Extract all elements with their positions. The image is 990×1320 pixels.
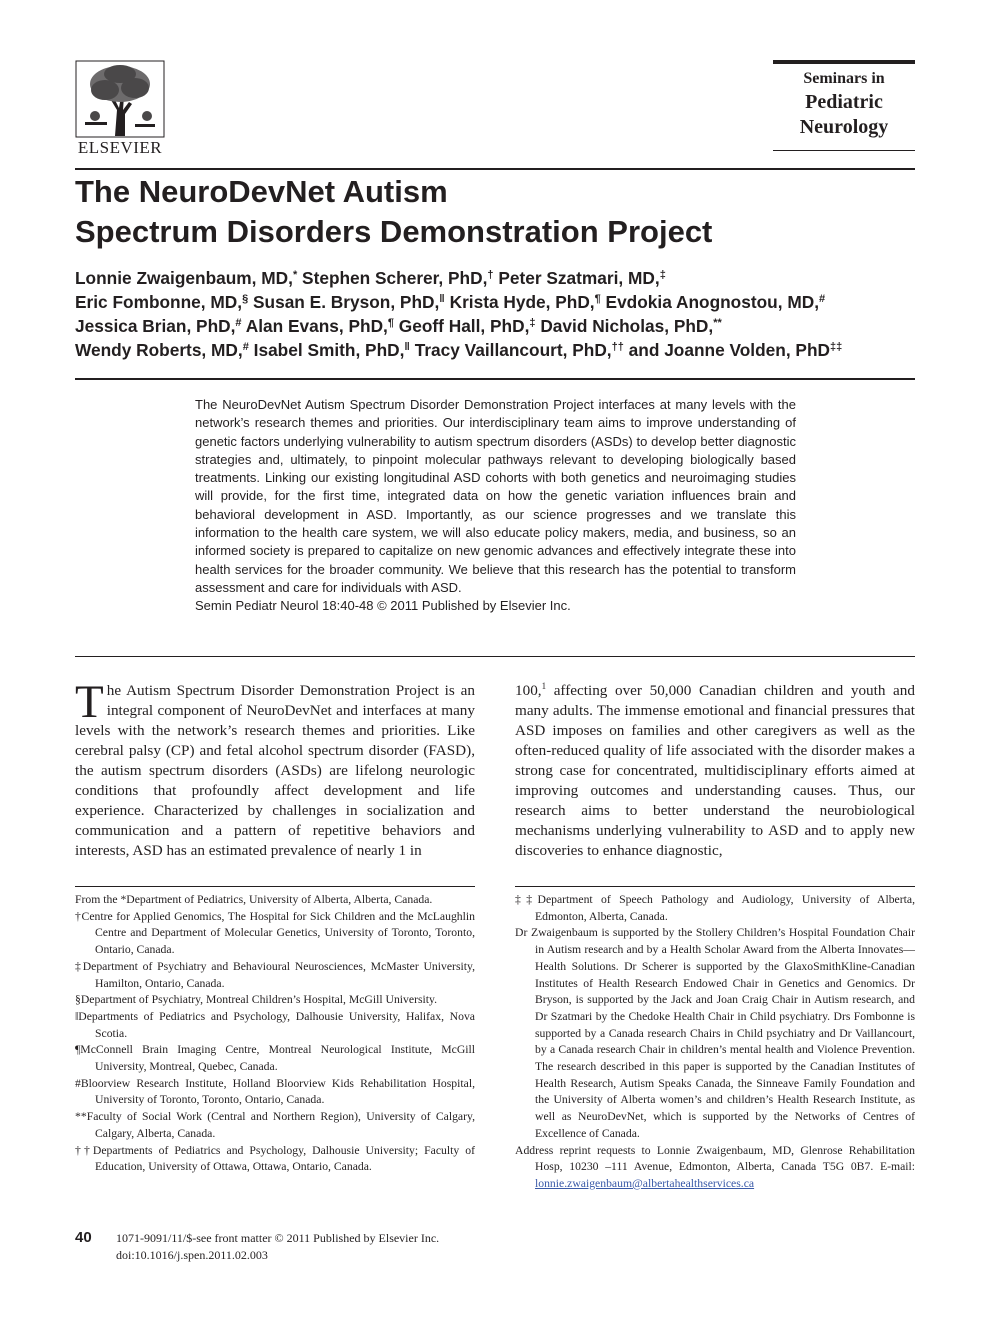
affiliation-mark: § <box>242 293 249 305</box>
affiliation-mark: ‡‡ <box>830 341 843 353</box>
author-line <box>75 314 935 338</box>
footnote-affiliation: ‡‡Department of Speech Pathology and Audiology, University of Alberta, Edmonton, Alberta, Canada. <box>515 893 915 923</box>
article-title-line1: The NeuroDevNet Autism <box>75 174 448 209</box>
article-title <box>75 172 915 252</box>
affiliation-mark: # <box>242 341 249 353</box>
affiliation-mark: # <box>819 293 826 305</box>
author-name: Stephen Scherer, PhD, <box>302 268 488 288</box>
author-name: Peter Szatmari, MD, <box>498 268 660 288</box>
author-name: Wendy Roberts, MD, <box>75 340 243 360</box>
footnote-affiliation: ¶McConnell Brain Imaging Centre, Montreal Neurological Institute, McGill University, Montreal, Quebec, Canada. <box>75 1043 475 1074</box>
issn-line: 1071-9091/11/$-see front matter © 2011 Published by Elsevier Inc. <box>116 1231 440 1245</box>
footnote-address <box>515 1143 915 1193</box>
author-name: Eric Fombonne, MD, <box>75 292 243 312</box>
journal-bottom-rule <box>773 150 915 151</box>
author-name: Tracy Vaillancourt, PhD, <box>414 340 612 360</box>
journal-name-line2: Pediatric <box>805 91 883 113</box>
author-line <box>75 290 935 314</box>
footnote-affiliation: From the *Department of Pediatrics, University of Alberta, Alberta, Canada. <box>75 893 433 906</box>
affiliation-mark: ** <box>713 317 722 329</box>
author-list <box>75 266 935 362</box>
journal-name-line3: Neurology <box>799 116 889 138</box>
author-name: Alan Evans, PhD, <box>245 316 388 336</box>
authors-divider <box>75 378 915 380</box>
author-line <box>75 338 935 362</box>
abstract-text: The NeuroDevNet Autism Spectrum Disorder Demonstration Project interfaces at many levels with the network’s research themes and priorities. Our interdisciplinary team aims to improve understanding of genetic factors underlying vulnerability to autism spectrum disorders (ASDs) to develop better diagnostic strategies and, ultimately, to pinpoint molecular pathways relevant to developing biologically based treatments. Linking our existing longitudinal ASD cohorts with both genetics and neuroimaging studies will provide, for the first time, integrated data on how the genetic variation influences brain and behavioral development in ASD. Importantly, as our science progresses and we translate this information to the health care system, we will also educate policy makers, media, and business, so an informed society is prepared to capitalize on new genomic advances and effectively integrate these into health services for the broader community. We believe that this research has the potential to transform assessment and care for individuals with ASD. <box>195 397 796 595</box>
footnote-affiliation: ‡Department of Psychiatry and Behavioural Neurosciences, McMaster University, Hamilton, Ontario, Canada. <box>75 959 475 990</box>
copyright-info <box>116 1230 439 1263</box>
body-paragraph: affecting over 50,000 Canadian children and youth and many adults. The immense emotional and financial pressures that ASD imposes on families and other caregivers as well as the often-reduced quality of life associated with the disorder makes a strong case for concentrated, multidisciplinary efforts aimed at improving outcomes and understanding causes. Thus, our research aims to better understand the neurobiological mechanisms underlying vulnerability to ASD and to apply new discoveries to enhance diagnostic, <box>515 682 915 859</box>
author-name: Lonnie Zwaigenbaum, MD, <box>75 268 293 288</box>
body-column-right <box>515 681 915 861</box>
footnotes-right <box>515 892 915 1193</box>
footnote-affiliation: §Department of Psychiatry, Montreal Children’s Hospital, McGill University. <box>75 993 438 1007</box>
body-paragraph-lead: 100, <box>515 682 542 699</box>
author-name: Susan E. Bryson, PhD, <box>253 292 440 312</box>
author-name: Jessica Brian, PhD, <box>75 316 236 336</box>
affiliation-mark: ¶ <box>594 293 601 305</box>
affiliation-mark: †† <box>611 341 624 353</box>
affiliation-mark: ‡ <box>659 269 666 281</box>
footnotes-left <box>75 892 475 1176</box>
body-column-left <box>75 676 475 861</box>
journal-name <box>773 64 915 148</box>
author-name: Krista Hyde, PhD, <box>449 292 595 312</box>
footnote-affiliation: #Bloorview Research Institute, Holland Bloorview Kids Rehabilitation Hospital, University of Toronto, Toronto, Ontario, Canada. <box>75 1076 475 1107</box>
author-name: and Joanne Volden, PhD <box>628 340 830 360</box>
affiliation-mark: * <box>292 269 298 281</box>
footnote-affiliation: ††Departments of Pediatrics and Psychology, Dalhousie University; Faculty of Education, University of Ottawa, Ottawa, Ontario, Canada. <box>75 1143 475 1174</box>
reference-link[interactable]: 1 <box>541 681 547 691</box>
publisher-name: ELSEVIER <box>77 138 163 157</box>
affiliation-mark: ¶ <box>387 317 394 329</box>
footnote-divider-right <box>515 886 915 887</box>
footnote-affiliation: **Faculty of Social Work (Central and Northern Region), University of Calgary, Calgary, Alberta, Canada. <box>75 1110 475 1140</box>
affiliation-mark: ‖ <box>439 293 445 305</box>
author-line <box>75 266 935 290</box>
affiliation-mark: † <box>487 269 494 281</box>
footnote-affiliation: †Centre for Applied Genomics, The Hospital for Sick Children and the McLaughlin Centre and Department of Molecular Genetics, University of Toronto, Toronto, Ontario, Canada. <box>75 909 475 957</box>
address-text: Address reprint requests to Lonnie Zwaigenbaum, MD, Glenrose Rehabilitation Hosp, 10230 –111 Avenue, Edmonton, Alberta, Canada T5G 0B7. <box>515 1143 915 1174</box>
drop-cap: T <box>75 676 104 728</box>
author-name: Geoff Hall, PhD, <box>398 316 530 336</box>
page-number: 40 <box>75 1229 92 1246</box>
doi-link[interactable]: doi:10.1016/j.spen.2011.02.003 <box>116 1247 268 1262</box>
journal-name-line1: Seminars in <box>803 70 885 87</box>
article-title-line2: Spectrum Disorders Demonstration Project <box>75 214 713 249</box>
abstract <box>195 396 796 616</box>
affiliation-mark: ‡ <box>529 317 536 329</box>
footnote-affiliation: ‖Departments of Pediatrics and Psychology, Dalhousie University, Halifax, Nova Scotia. <box>75 1009 475 1040</box>
footnote-funding: Dr Zwaigenbaum is supported by the Stollery Children’s Hospital Foundation Chair in Autism research and by a Health Scholar Award from the Alberta Innovates—Health Solutions. Dr Scherer is supported by the GlaxoSmithKline-Canadian Institutes of Health Research Endowed Chair in Genetics and Genomics. Dr Bryson, is supported by the Jack and Joan Craig Chair in Autism research, and Dr Szatmari by the Chedoke Health Chair in Child psychiatry. Drs Fombonne is supported by a Canada research Chairs in Child psychiatry and Dr Vaillancourt, by a Canada research Chair in children’s mental health and Violence Prevention. The research described in this paper is supported by the Canadian Institutes of Health Research, Autism Speaks Canada, the Sinneave Family Foundation and the University of Alberta women’s and children’s Health Research Institute, as well as NeuroDevNet, which is supported by the Networks of Centres of Excellence of Canada. <box>515 926 915 1140</box>
email-link[interactable]: lonnie.zwaigenbaum@albertahealthservices.ca <box>535 1176 755 1190</box>
email-label: E-mail: <box>879 1160 916 1174</box>
title-divider <box>75 168 915 170</box>
publisher-logo <box>75 60 165 158</box>
affiliation-mark: ‖ <box>404 341 410 353</box>
author-name: Isabel Smith, PhD, <box>253 340 405 360</box>
author-name: Evdokia Anognostou, MD, <box>605 292 819 312</box>
footnote-divider-left <box>75 886 475 887</box>
abstract-divider <box>75 656 915 657</box>
elsevier-tree-logo-icon <box>75 60 165 138</box>
abstract-citation: Semin Pediatr Neurol 18:40-48 © 2011 Published by Elsevier Inc. <box>195 598 571 614</box>
affiliation-mark: # <box>235 317 242 329</box>
body-paragraph: he Autism Spectrum Disorder Demonstration Project is an integral component of NeuroDevNet and interfaces at many levels with the network’s research themes and priorities. Like cerebral palsy (CP) and fetal alcohol spectrum disorder (FASD), the autism spectrum disorders (ASDs) are lifelong neurologic conditions that profoundly affect development and life experience. Characterized by challenges in socialization and communication and a pattern of repetitive behaviors and interests, ASD has an estimated prevalence of nearly 1 in <box>75 682 475 859</box>
author-name: David Nicholas, PhD, <box>540 316 714 336</box>
